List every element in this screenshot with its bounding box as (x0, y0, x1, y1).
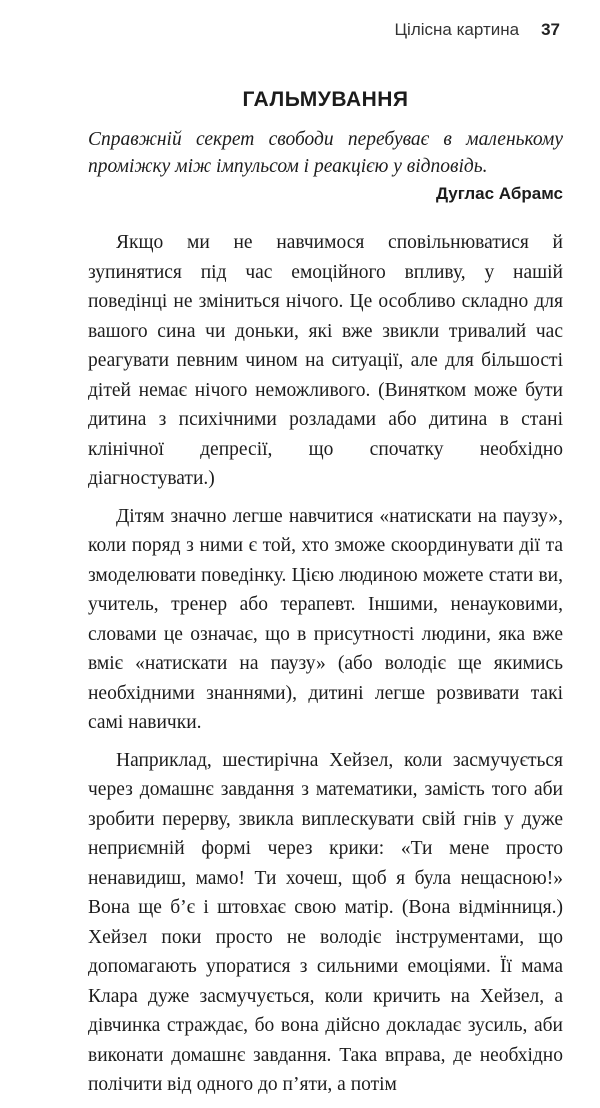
page-number: 37 (541, 20, 560, 39)
body-paragraph-3: Наприклад, шестирічна Хейзел, коли засмучується через домашнє завдання з математики, замість того аби зробити перерву, звикла виплескувати свій гнів у дуже неприємній формі через крики: «Ти мене просто ненавидиш, мамо! Ти хочеш, щоб я була нещасною!» Вона ще б’є і штовхає свою матір. (Вона відмінниця.) Хейзел поки просто не володіє інструментами, що допомагають упоратися з сильними емоціями. Її мама Клара дуже засмучується, коли кричить на Хейзел, а дівчинка страждає, бо вона дійсно докладає зусиль, аби виконати домашнє завдання. Така вправа, де необхідно полічити від одного до п’яти, а потім (88, 749, 563, 1095)
epigraph-quote: Справжній секрет свободи перебуває в маленькому проміжку між імпульсом і реакцією у відповідь. (88, 129, 563, 177)
body-paragraph-2: Дітям значно легше навчитися «натискати на паузу», коли поряд з ними є той, хто зможе скоординувати дії та змоделювати поведінку. Цією людиною можете стати ви, учитель, тренер або терапевт. Іншими, ненауковими, словами це означає, що в присутності людини, яка вже вміє «натискати на паузу» (або володіє ще якимись необхідними знаннями), дитині легше розвивати такі самі навички. (88, 505, 563, 733)
running-title: Цілісна картина (394, 20, 520, 39)
epigraph-author: Дуглас Абрамс (435, 184, 563, 203)
page-body (88, 88, 563, 1108)
body-paragraph-1: Якщо ми не навчимося сповільнюватися й зупинятися під час емоційного впливу, у нашій поведінці не зміниться нічого. Це особливо складно для вашого сина чи доньки, які вже звикли тривалий час реагувати певним чином на ситуації, але для більшості дітей немає нічого неможливого. (Винятком може бути дитина з психічними розладами або дитина в стані клінічної депресії, що спочатку необхідно діагностувати.) (88, 232, 563, 489)
section-title: ГАЛЬМУВАННЯ (242, 88, 409, 111)
running-header (394, 20, 560, 40)
